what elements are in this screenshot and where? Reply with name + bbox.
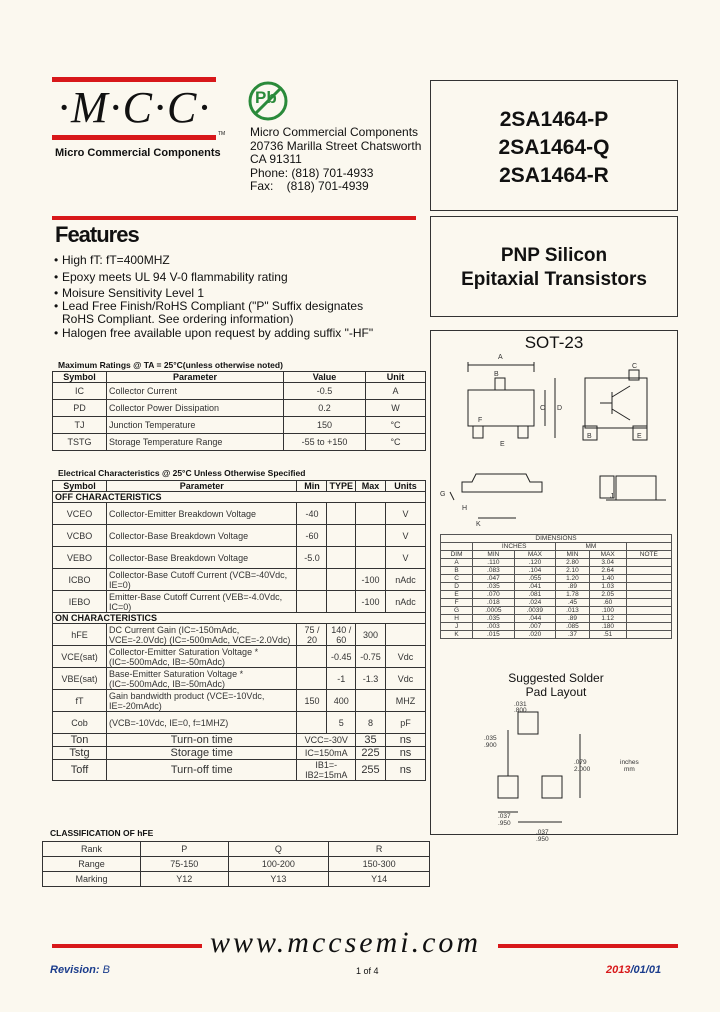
table-cell: °C (366, 434, 426, 451)
dim-row (441, 567, 672, 575)
table-cell: 150 (297, 690, 327, 712)
table-cell: 75-150 (141, 857, 228, 872)
table-cell: Turn-on time (107, 734, 297, 747)
table-cell: Y14 (329, 872, 430, 887)
table-cell: Collector-Base Breakdown Voltage (107, 547, 297, 569)
footer-bar-left (52, 944, 202, 948)
table-cell (626, 591, 671, 599)
dim-row (441, 583, 672, 591)
table-cell: DC Current Gain (IC=-150mAdc, VCE=-2.0Vdc) (IC=-500mAdc, VCE=-2.0Vdc) (107, 624, 297, 646)
table-cell (356, 547, 386, 569)
table-cell: .0039 (514, 607, 556, 615)
table-cell (297, 712, 327, 734)
elec-table (52, 480, 426, 781)
table-cell (626, 623, 671, 631)
table-cell: .180 (589, 623, 626, 631)
table-cell: (VCB=-10Vdc, IE=0, f=1MHZ) (107, 712, 297, 734)
company-address (250, 126, 421, 194)
table-header-cell: NOTE (626, 551, 671, 559)
on-char-row (53, 690, 426, 712)
classification-caption: CLASSIFICATION OF hFE (50, 828, 154, 838)
table-cell: -0.75 (356, 646, 386, 668)
table-cell: P (141, 842, 228, 857)
table-cell: Storage time (107, 747, 297, 760)
table-cell: Vdc (386, 646, 426, 668)
table-cell: pF (386, 712, 426, 734)
max-ratings-caption: Maximum Ratings @ TA = 25°C(unless otherwise noted) (58, 360, 283, 370)
off-char-row (53, 547, 426, 569)
table-cell (626, 599, 671, 607)
pb-label: Pb (255, 88, 277, 107)
table-cell: .041 (514, 583, 556, 591)
table-cell: 2.05 (589, 591, 626, 599)
table-cell: W (366, 400, 426, 417)
off-char-row (53, 503, 426, 525)
table-cell: TSTG (53, 434, 107, 451)
table-cell: Vdc (386, 668, 426, 690)
table-cell: Collector-Base Cutoff Current (VCB=-40Vdc, IE=0) (107, 569, 297, 591)
features-title: Features (55, 222, 139, 247)
footer-bar-right (498, 944, 678, 948)
table-cell: J (441, 623, 473, 631)
table-cell: Collector Power Dissipation (107, 400, 284, 417)
package-name: SOT-23 (524, 333, 584, 352)
dim-row (441, 575, 672, 583)
table-cell: -55 to +150 (284, 434, 366, 451)
table-cell (327, 591, 356, 613)
table-cell: -100 (356, 591, 386, 613)
table-cell (386, 624, 426, 646)
pad-dim-label: .800 (514, 707, 527, 714)
table-cell: VCEO (53, 503, 107, 525)
table-cell: .100 (589, 607, 626, 615)
table-cell: 400 (327, 690, 356, 712)
table-cell: D (441, 583, 473, 591)
max-rating-row (53, 400, 426, 417)
table-cell: -0.5 (284, 383, 366, 400)
table-cell: Gain bandwidth product (VCE=-10Vdc, IE=-20mAdc) (107, 690, 297, 712)
page-number: 1 of 4 (356, 966, 379, 976)
table-cell (327, 547, 356, 569)
table-cell: B (441, 567, 473, 575)
max-ratings-table (52, 371, 426, 451)
table-cell: hFE (53, 624, 107, 646)
table-cell: 300 (356, 624, 386, 646)
table-cell: 140 / 60 (327, 624, 356, 646)
table-cell (626, 631, 671, 639)
feature-text: High fT: fT=400MHZ (62, 253, 170, 267)
table-cell (356, 690, 386, 712)
feature-item: • High fT: fT=400MHZ (54, 253, 170, 267)
pad-layout-title-1: Suggested Solder (508, 671, 604, 685)
table-cell: 100-200 (228, 857, 329, 872)
dim-row (441, 623, 672, 631)
table-header-cell: Unit (366, 372, 426, 383)
table-cell: .37 (556, 631, 590, 639)
table-cell (297, 569, 327, 591)
table-cell: K (441, 631, 473, 639)
table-cell: °C (366, 417, 426, 434)
company-logo: ·M·C·C· (58, 83, 212, 132)
table-cell: 150-300 (329, 857, 430, 872)
table-cell: Base-Emitter Saturation Voltage * (IC=-500mAdc, IB=-50mAdc) (107, 668, 297, 690)
table-cell: Q (228, 842, 329, 857)
address-line: Fax: (818) 701-4939 (250, 179, 369, 193)
table-header-cell: Symbol (53, 481, 107, 492)
part-number-q: 2SA1464-Q (498, 136, 610, 159)
table-cell (327, 525, 356, 547)
table-cell (626, 559, 671, 567)
table-cell: .018 (473, 599, 515, 607)
table-cell: ns (386, 734, 426, 747)
subtitle-line-1: PNP Silicon (500, 245, 608, 266)
revision-value: B (102, 964, 110, 976)
table-cell: V (386, 547, 426, 569)
table-cell: 75 / 20 (297, 624, 327, 646)
dim-row (441, 615, 672, 623)
on-char-row (53, 646, 426, 668)
table-cell: 150 (284, 417, 366, 434)
table-cell: ns (386, 760, 426, 781)
switching-row (53, 760, 426, 781)
table-cell: -5.0 (297, 547, 327, 569)
dim-label-c: C (540, 405, 546, 412)
table-cell: PD (53, 400, 107, 417)
table-header-cell: MAX (514, 551, 556, 559)
table-cell: IC (53, 383, 107, 400)
table-cell: .047 (473, 575, 515, 583)
table-cell: .044 (514, 615, 556, 623)
dimensions-table (440, 534, 672, 639)
feature-text: Halogen free available upon request by adding suffix "-HF" (62, 326, 374, 340)
table-cell: R (329, 842, 430, 857)
pad-dim-label: .079 (574, 759, 587, 766)
max-rating-row (53, 383, 426, 400)
table-cell: G (441, 607, 473, 615)
dim-row (441, 599, 672, 607)
revision (50, 964, 110, 976)
table-cell: TJ (53, 417, 107, 434)
dim-label-j: J (610, 493, 614, 500)
table-cell: nAdc (386, 591, 426, 613)
table-cell: 8 (356, 712, 386, 734)
table-cell: .110 (473, 559, 515, 567)
pad-dim-label: mm (624, 766, 635, 773)
pin-label-c: C (632, 363, 638, 370)
dim-group: INCHES (473, 543, 556, 551)
on-char-row (53, 624, 426, 646)
table-cell: .104 (514, 567, 556, 575)
dim-group: MM (556, 543, 627, 551)
table-cell: IC=150mA (297, 747, 356, 760)
website-url[interactable]: www.mccsemi.com (210, 926, 482, 959)
dim-label-e: E (500, 441, 505, 448)
table-cell (626, 567, 671, 575)
dim-row (441, 591, 672, 599)
table-cell: 1.78 (556, 591, 590, 599)
table-cell: .055 (514, 575, 556, 583)
table-cell: Marking (43, 872, 141, 887)
table-cell: VEBO (53, 547, 107, 569)
dim-label-h: H (462, 505, 468, 512)
table-cell: E (441, 591, 473, 599)
table-cell: A (441, 559, 473, 567)
pad-dim-label: .900 (484, 742, 497, 749)
table-cell: 1.12 (589, 615, 626, 623)
table-cell: ICBO (53, 569, 107, 591)
sot23-outline-drawing (440, 350, 675, 535)
table-cell: A (366, 383, 426, 400)
table-cell (626, 615, 671, 623)
feature-item: • Lead Free Finish/RoHS Compliant ("P" Suffix designates (54, 299, 364, 313)
table-cell: Turn-off time (107, 760, 297, 781)
logo-subtitle: Micro Commercial Components (55, 147, 221, 159)
table-cell: Cob (53, 712, 107, 734)
table-cell: C (441, 575, 473, 583)
table-cell (297, 591, 327, 613)
table-header-cell: Symbol (53, 372, 107, 383)
table-header-cell: MIN (473, 551, 515, 559)
address-line: 20736 Marilla Street Chatsworth (250, 138, 422, 153)
feature-text: Epoxy meets UL 94 V-0 flammability rating (62, 270, 288, 284)
classification-row (43, 842, 430, 857)
table-header-cell: MAX (589, 551, 626, 559)
table-cell: VBE(sat) (53, 668, 107, 690)
table-cell: 255 (356, 760, 386, 781)
table-cell (626, 583, 671, 591)
table-cell: Junction Temperature (107, 417, 284, 434)
dim-label-a: A (498, 354, 503, 361)
date-year: 2013 (606, 964, 631, 976)
dim-row (441, 559, 672, 567)
part-number-p: 2SA1464-P (499, 108, 609, 131)
dim-label-k: K (476, 521, 481, 528)
table-cell (356, 503, 386, 525)
lead-free-icon (247, 80, 289, 122)
pad-dim-label: inches (620, 759, 639, 766)
off-char-row (53, 591, 426, 613)
switching-row (53, 747, 426, 760)
dim-row (441, 631, 672, 639)
table-cell: 35 (356, 734, 386, 747)
dim-label-g: G (440, 491, 446, 498)
table-cell: Toff (53, 760, 107, 781)
pad-dim-label: .037 (498, 813, 511, 820)
table-header-cell: Units (386, 481, 426, 492)
table-cell: H (441, 615, 473, 623)
table-cell: 2.64 (589, 567, 626, 575)
max-rating-row (53, 417, 426, 434)
table-cell (327, 569, 356, 591)
table-cell (356, 525, 386, 547)
table-cell: VCBO (53, 525, 107, 547)
revision-label: Revision: (50, 964, 100, 976)
table-cell: Collector-Emitter Breakdown Voltage (107, 503, 297, 525)
feature-text: Moisure Sensitivity Level 1 (62, 286, 205, 300)
table-cell: .081 (514, 591, 556, 599)
pad-layout-drawing (470, 700, 650, 850)
address-line: Micro Commercial Components (250, 125, 419, 139)
table-cell (626, 575, 671, 583)
pad-layout-title (440, 671, 672, 699)
table-cell: -40 (297, 503, 327, 525)
dim-row (441, 607, 672, 615)
table-cell: .035 (473, 615, 515, 623)
max-rating-row (53, 434, 426, 451)
pad-dim-label: .950 (498, 820, 511, 827)
table-cell: fT (53, 690, 107, 712)
table-cell: .085 (556, 623, 590, 631)
table-cell: .020 (514, 631, 556, 639)
dim-label-d: D (557, 405, 563, 412)
table-cell: Storage Temperature Range (107, 434, 284, 451)
table-cell: 5 (327, 712, 356, 734)
table-cell: F (441, 599, 473, 607)
part-number-r: 2SA1464-R (499, 164, 609, 187)
table-cell: .51 (589, 631, 626, 639)
logo-bottom-bar (52, 135, 216, 140)
table-cell (297, 668, 327, 690)
pad-dim-label: .035 (484, 735, 497, 742)
table-cell: .60 (589, 599, 626, 607)
table-cell: Tstg (53, 747, 107, 760)
switching-row (53, 734, 426, 747)
table-cell: .007 (514, 623, 556, 631)
on-char-row (53, 668, 426, 690)
features-divider (52, 216, 416, 220)
table-header-cell: Parameter (107, 372, 284, 383)
table-cell: Ton (53, 734, 107, 747)
feature-item: • Halogen free available upon request by adding suffix "-HF" (54, 326, 374, 340)
pin-label-e: E (637, 433, 642, 440)
table-cell: 0.2 (284, 400, 366, 417)
table-cell: 1.03 (589, 583, 626, 591)
table-header-cell: TYPE (327, 481, 356, 492)
table-cell: IEBO (53, 591, 107, 613)
table-cell: MHZ (386, 690, 426, 712)
table-cell: -1 (327, 668, 356, 690)
table-cell: Emitter-Base Cutoff Current (VEB=-4.0Vdc, IC=0) (107, 591, 297, 613)
classification-row (43, 872, 430, 887)
table-header-cell: MIN (556, 551, 590, 559)
table-cell: -0.45 (327, 646, 356, 668)
table-cell: .083 (473, 567, 515, 575)
table-cell: .003 (473, 623, 515, 631)
table-header-cell: DIM (441, 551, 473, 559)
table-cell: .120 (514, 559, 556, 567)
table-cell: Rank (43, 842, 141, 857)
on-char-label: ON CHARACTERISTICS (53, 613, 426, 624)
table-cell: Y12 (141, 872, 228, 887)
table-cell (626, 607, 671, 615)
table-cell: nAdc (386, 569, 426, 591)
date-rest: /01/01 (630, 964, 662, 976)
elec-caption: Electrical Characteristics @ 25°C Unless Otherwise Specified (58, 468, 306, 478)
table-cell: -1.3 (356, 668, 386, 690)
pad-dim-label: .031 (514, 701, 527, 708)
table-header-cell: Value (284, 372, 366, 383)
pin-label-b: B (587, 433, 592, 440)
table-cell: 225 (356, 747, 386, 760)
table-header-cell: Parameter (107, 481, 297, 492)
dim-title: DIMENSIONS (441, 535, 672, 543)
table-cell: .015 (473, 631, 515, 639)
table-cell: V (386, 503, 426, 525)
table-cell: .013 (556, 607, 590, 615)
table-cell: 3.04 (589, 559, 626, 567)
table-cell: .89 (556, 615, 590, 623)
table-cell: 2.80 (556, 559, 590, 567)
table-cell: VCE(sat) (53, 646, 107, 668)
table-cell: Collector-Base Breakdown Voltage (107, 525, 297, 547)
table-header-cell: Min (297, 481, 327, 492)
table-cell: Collector-Emitter Saturation Voltage * (IC=-500mAdc, IB=-50mAdc) (107, 646, 297, 668)
classification-row (43, 857, 430, 872)
table-cell: V (386, 525, 426, 547)
pad-dim-label: .950 (536, 836, 549, 843)
date (606, 964, 661, 976)
table-header-cell: Max (356, 481, 386, 492)
pad-dim-label: .037 (536, 829, 549, 836)
table-cell: 1.20 (556, 575, 590, 583)
off-char-row (53, 569, 426, 591)
address-line: CA 91311 (250, 152, 302, 166)
table-cell (297, 646, 327, 668)
table-cell: .89 (556, 583, 590, 591)
address-line: Phone: (818) 701-4933 (250, 165, 374, 180)
table-cell: -100 (356, 569, 386, 591)
table-cell: ns (386, 747, 426, 760)
pad-dim-label: 2.000 (574, 766, 591, 773)
feature-text: Lead Free Finish/RoHS Compliant ("P" Suffix designates (62, 299, 364, 313)
off-char-label: OFF CHARACTERISTICS (53, 492, 426, 503)
feature-item-cont (62, 313, 293, 326)
off-char-row (53, 525, 426, 547)
pad-layout-title-2: Pad Layout (525, 685, 587, 699)
table-cell: .070 (473, 591, 515, 599)
feature-text: RoHS Compliant. See ordering information) (62, 312, 294, 326)
feature-item: • Moisure Sensitivity Level 1 (54, 286, 205, 300)
table-cell (327, 503, 356, 525)
table-cell: Y13 (228, 872, 329, 887)
classification-table (42, 841, 430, 887)
table-cell: Range (43, 857, 141, 872)
table-cell: -60 (297, 525, 327, 547)
table-cell: VCC=-30V (297, 734, 356, 747)
on-char-row (53, 712, 426, 734)
dim-label-b: B (494, 371, 499, 378)
table-cell: 1.40 (589, 575, 626, 583)
subtitle-line-2: Epitaxial Transistors (461, 269, 647, 290)
table-cell: IB1=-IB2=15mA (297, 760, 356, 781)
table-cell: .0005 (473, 607, 515, 615)
feature-item: • Epoxy meets UL 94 V-0 flammability rating (54, 270, 288, 284)
table-cell: .035 (473, 583, 515, 591)
table-cell: 2.10 (556, 567, 590, 575)
table-cell: Collector Current (107, 383, 284, 400)
trademark: TM (218, 131, 226, 137)
dim-label-f: F (478, 417, 483, 424)
table-cell: .024 (514, 599, 556, 607)
table-cell: .45 (556, 599, 590, 607)
